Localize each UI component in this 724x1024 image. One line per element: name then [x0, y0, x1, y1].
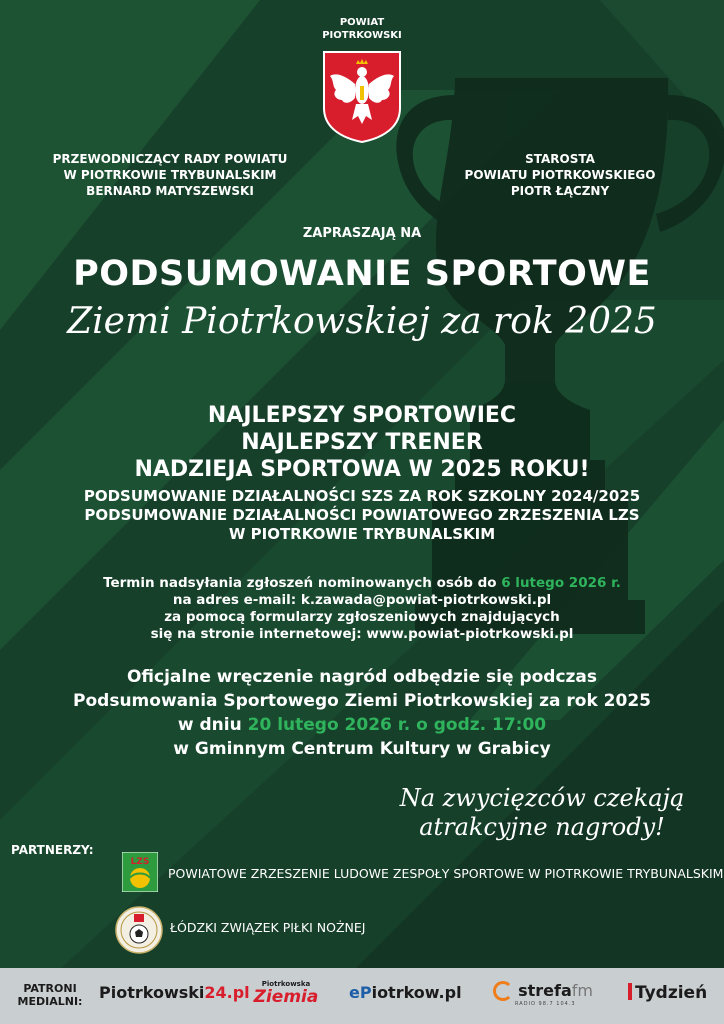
piotrkowski24-name: Piotrkowski	[99, 983, 205, 1002]
prizes-line2: atrakcyjne nagrody!	[419, 813, 665, 841]
council-line2: W PIOTRKOWIE TRYBUNALSKIM	[63, 168, 277, 182]
category-sports-hope: NADZIEJA SPORTOWA W 2025 ROKU!	[134, 457, 590, 482]
strefa-fm-suffix: fm	[571, 981, 593, 1000]
tydzien-bar-icon	[628, 983, 632, 1000]
ceremony-date-prefix: w dniu	[177, 715, 248, 735]
starosta-line3: PIOTR ŁĄCZNY	[510, 184, 610, 198]
summary-lzs: PODSUMOWANIE DZIAŁALNOŚCI POWIATOWEGO ZRZESZENIA LZS	[84, 506, 640, 524]
council-line1: PRZEWODNICZĄCY RADY POWIATU	[52, 152, 288, 166]
powiat-label	[262, 16, 462, 42]
partner-lzs-name: POWIATOWE ZRZESZENIE LUDOWE ZESPOŁY SPORTOWE W PIOTRKOWIE TRYBUNALSKIM	[168, 866, 724, 881]
media-piotrkowski24	[99, 983, 250, 1002]
starosta-block	[410, 151, 710, 199]
main-title: PODSUMOWANIE SPORTOWE	[73, 254, 651, 294]
powiat-label-line2: PIOTRKOWSKI	[322, 30, 402, 41]
media-label-line1: PATRONI	[23, 982, 77, 995]
prizes-note	[372, 784, 712, 842]
media-tydzien	[628, 983, 707, 1003]
council-line3: BERNARD MATYSZEWSKI	[86, 184, 254, 198]
media-epiotrkow	[349, 983, 462, 1002]
epiotrkow-prefix: eP	[349, 983, 372, 1002]
partner-lzpn-name: ŁÓDZKI ZWIĄZEK PIŁKI NOŻNEJ	[170, 920, 366, 935]
media-strefa-fm	[493, 980, 593, 1007]
summary-szs: PODSUMOWANIE DZIAŁALNOŚCI SZS ZA ROK SZKOLNY 2024/2025	[83, 487, 641, 505]
lzpn-logo-icon	[115, 906, 163, 954]
powiat-label-line1: POWIAT	[339, 17, 385, 28]
website-line: się na stronie internetowej: www.powiat-piotrkowski.pl	[150, 626, 574, 642]
ceremony-date: 20 lutego 2026 r. o godz. 17:00	[247, 715, 547, 735]
deadline-text: Termin nadsyłania zgłoszeń nominowanych osób do	[103, 575, 502, 591]
email-line: na adres e-mail: k.zawada@powiat-piotrkowski.pl	[172, 592, 552, 608]
strefa-fm-icon	[493, 981, 513, 1001]
lzs-logo-text: LZS	[130, 857, 150, 867]
piotrkowski24-suffix: 24.pl	[204, 983, 250, 1002]
forms-line: za pomocą formularzy zgłoszeniowych znajdujących	[164, 609, 560, 625]
partners-label: PARTNERZY:	[11, 843, 94, 857]
ziemia-top-label: Piotrkowska	[261, 980, 311, 988]
summary-lzs-location: W PIOTRKOWIE TRYBUNALSKIM	[228, 525, 496, 543]
council-chairman-block	[20, 151, 320, 199]
strefa-frequency: RADIO 98.7 104.3	[515, 1000, 576, 1007]
category-best-athlete: NAJLEPSZY SPORTOWIEC	[207, 403, 517, 428]
lzs-logo-icon	[122, 852, 158, 892]
ceremony-line1: Oficjalne wręczenie nagród odbędzie się podczas	[126, 667, 598, 687]
epiotrkow-name: iotrkow.pl	[371, 983, 462, 1002]
ceremony-date-line	[0, 713, 724, 737]
deadline-date: 6 lutego 2026 r.	[501, 575, 621, 591]
subtitle: Ziemi Piotrkowskiej za rok 2025	[67, 301, 657, 342]
media-ziemia-piotrkowska	[246, 980, 326, 1006]
powiat-crest-icon	[322, 50, 402, 144]
media-label-line2: MEDIALNI:	[17, 995, 83, 1008]
starosta-line2: POWIATU PIOTRKOWSKIEGO	[464, 168, 656, 182]
prizes-line1: Na zwycięzców czekają	[399, 784, 685, 812]
ceremony-line2: Podsumowania Sportowego Ziemi Piotrkowskiej za rok 2025	[73, 691, 651, 711]
deadline-line	[0, 575, 724, 592]
starosta-line1: STAROSTA	[525, 152, 595, 166]
tydzien-name: Tydzień	[635, 983, 708, 1003]
ziemia-name: Ziemia	[253, 987, 319, 1007]
ceremony-place: w Gminnym Centrum Kultury w Grabicy	[173, 739, 551, 759]
media-patrons-label	[10, 982, 90, 1008]
category-best-coach: NAJLEPSZY TRENER	[241, 430, 483, 455]
strefa-name: strefa	[518, 981, 572, 1000]
invite-text: ZAPRASZAJĄ NA	[302, 226, 422, 241]
